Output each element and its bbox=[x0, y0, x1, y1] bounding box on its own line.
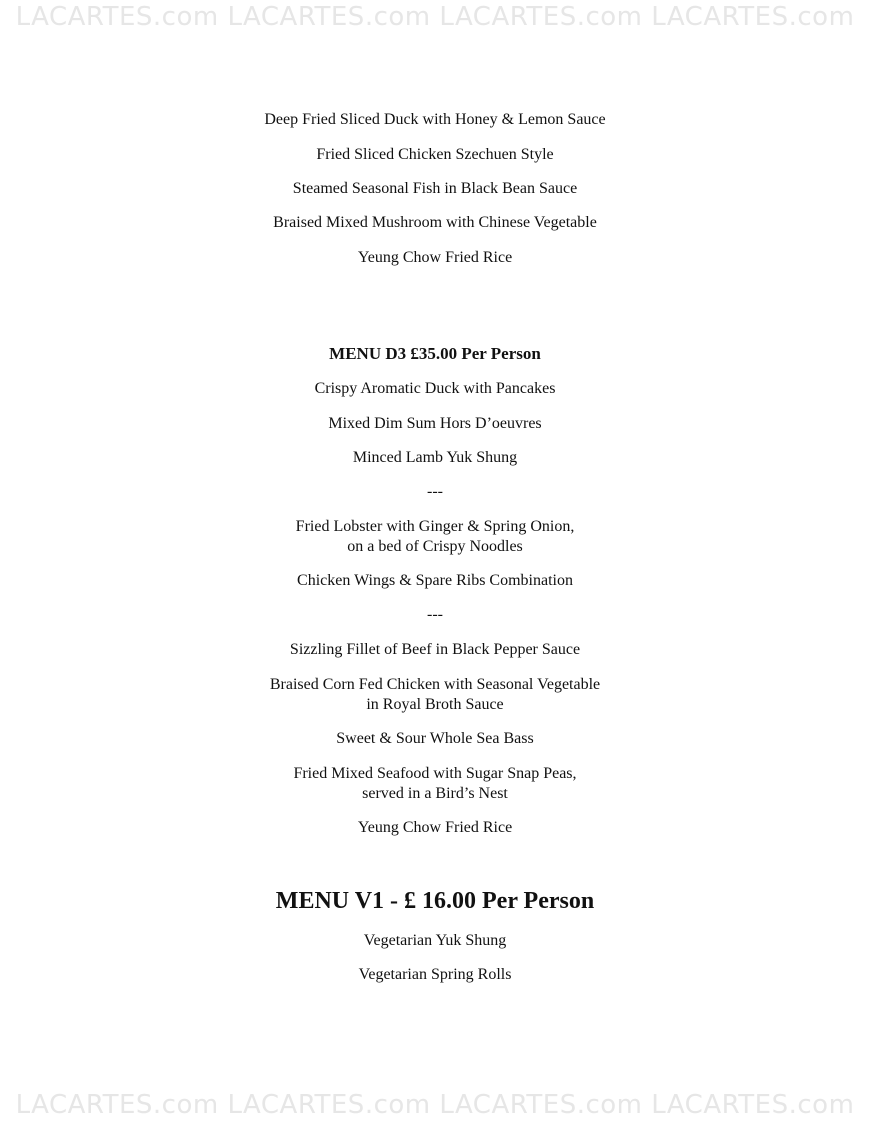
watermark-top: LACARTES.com LACARTES.com LACARTES.com LACARTES.com bbox=[15, 2, 855, 32]
menu-item: Minced Lamb Yuk Shung bbox=[352, 449, 518, 466]
menu-item: Braised Mixed Mushroom with Chinese Vegetable bbox=[273, 214, 597, 231]
menu-item: Vegetarian Spring Rolls bbox=[358, 966, 512, 983]
menu-item: Yeung Chow Fried Rice bbox=[357, 819, 513, 836]
menu-item: Sweet & Sour Whole Sea Bass bbox=[336, 730, 534, 747]
course-separator: --- bbox=[427, 606, 443, 623]
menu-item: Sizzling Fillet of Beef in Black Pepper Sauce bbox=[289, 641, 581, 658]
menu-item: Braised Corn Fed Chicken with Seasonal Vegetable in Royal Broth Sauce bbox=[269, 676, 601, 713]
menu-item: Deep Fried Sliced Duck with Honey & Lemon Sauce bbox=[264, 111, 606, 128]
watermark-bottom: LACARTES.com LACARTES.com LACARTES.com LACARTES.com bbox=[15, 1090, 855, 1120]
menu-item: Chicken Wings & Spare Ribs Combination bbox=[297, 572, 573, 589]
menu-item: Fried Sliced Chicken Szechuen Style bbox=[316, 146, 554, 163]
menu-item: Fried Lobster with Ginger & Spring Onion, on a bed of Crispy Noodles bbox=[295, 518, 575, 555]
course-separator: --- bbox=[427, 483, 443, 500]
menu-item: Yeung Chow Fried Rice bbox=[357, 249, 513, 266]
menu-item: Steamed Seasonal Fish in Black Bean Sauce bbox=[292, 180, 578, 197]
menu-item: Crispy Aromatic Duck with Pancakes bbox=[314, 380, 556, 397]
menu-v1-title: MENU V1 - £ 16.00 Per Person bbox=[275, 888, 595, 914]
menu-item: Vegetarian Yuk Shung bbox=[363, 932, 507, 949]
menu-item: Fried Mixed Seafood with Sugar Snap Peas, served in a Bird’s Nest bbox=[293, 765, 577, 802]
menu-item: Mixed Dim Sum Hors D’oeuvres bbox=[328, 415, 542, 432]
menu-d3-title: MENU D3 £35.00 Per Person bbox=[329, 344, 541, 363]
